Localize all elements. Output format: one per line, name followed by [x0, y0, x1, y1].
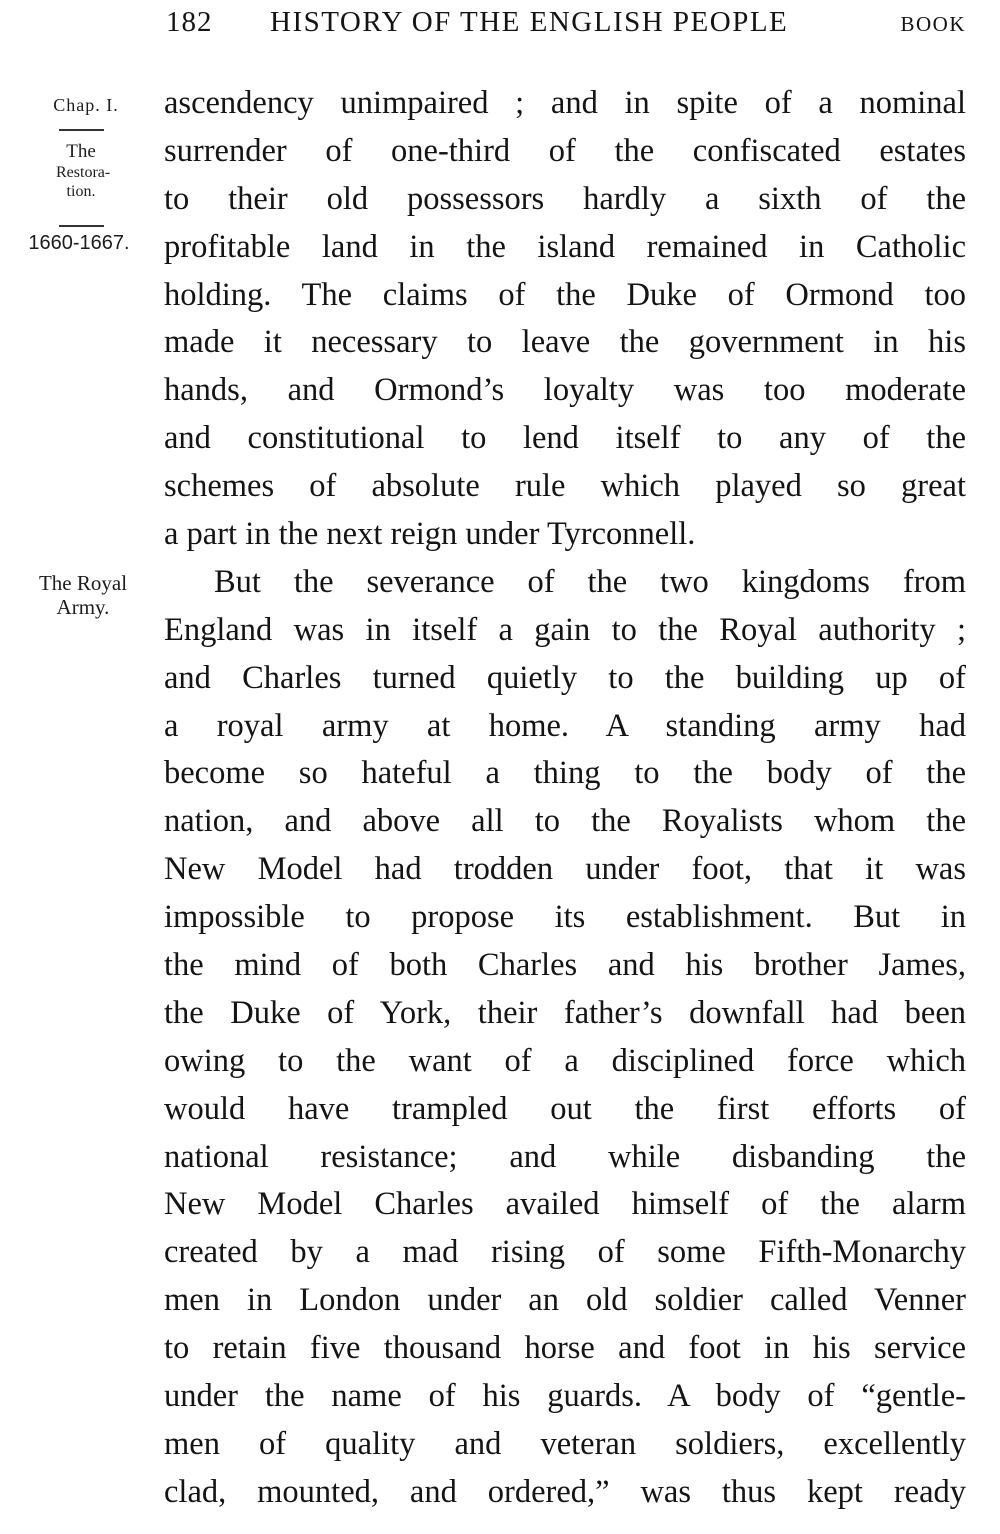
text-line: England was in itself a gain to the Royal authority ;	[164, 611, 966, 648]
text-line: owing to the want of a disciplined force which	[164, 1042, 966, 1079]
book-label: BOOK	[900, 12, 966, 36]
text-line: But the severance of the two kingdoms from	[214, 563, 966, 600]
text-line: the Duke of York, their father’s downfall had been	[164, 994, 966, 1031]
margin-section-line1: The	[66, 141, 96, 162]
text-line: schemes of absolute rule which played so great	[164, 468, 966, 505]
text-line: hands, and Ormond’s loyalty was too moderate	[164, 372, 966, 409]
text-line: nation, and above all to the Royalists whom the	[164, 803, 966, 840]
text-line: clad, mounted, and ordered,” was thus kept ready	[164, 1473, 966, 1510]
text-line: to their old possessors hardly a sixth of the	[164, 180, 966, 217]
text-line: and Charles turned quietly to the building up of	[164, 659, 966, 696]
text-line: national resistance; and while disbanding the	[164, 1138, 966, 1175]
page-number: 182	[166, 6, 213, 38]
text-line: a royal army at home. A standing army had	[164, 707, 966, 744]
text-line: would have trampled out the first efforts of	[164, 1090, 966, 1127]
text-line: New Model Charles availed himself of the alarm	[164, 1186, 966, 1223]
text-line: ascendency unimpaired ; and in spite of a nominal	[164, 85, 966, 121]
text-line: holding. The claims of the Duke of Ormond too	[164, 276, 966, 313]
text-line: under the name of his guards. A body of “gentle-	[164, 1378, 966, 1415]
margin-section-line3: tion.	[66, 183, 96, 200]
margin-topic-note	[22, 571, 144, 619]
text-line: become so hateful a thing to the body of the	[164, 755, 966, 792]
margin-chapter-note: Chap. I.	[53, 95, 119, 115]
margin-topic-line1: The Royal	[38, 571, 128, 595]
margin-date-range: 1660-1667.	[28, 232, 130, 254]
text-line: to retain five thousand horse and foot in his service	[164, 1330, 966, 1367]
margin-rule-top	[59, 129, 104, 131]
text-line: a part in the next reign under Tyrconnell.	[164, 516, 696, 553]
margin-topic-line2: Army.	[56, 595, 110, 619]
running-header	[166, 6, 966, 46]
margin-rule-bottom	[59, 225, 104, 227]
text-line: created by a mad rising of some Fifth-Monarchy	[164, 1234, 966, 1271]
text-line: and constitutional to lend itself to any of the	[164, 420, 966, 457]
running-title: HISTORY OF THE ENGLISH PEOPLE	[270, 6, 789, 38]
margin-section-line2: Restora-	[56, 164, 111, 181]
margin-section-note	[56, 141, 111, 201]
text-line: surrender of one-third of the confiscated estates	[164, 132, 966, 169]
text-line: men in London under an old soldier called Venner	[164, 1282, 966, 1319]
text-line: men of quality and veteran soldiers, excellently	[164, 1425, 966, 1462]
text-line: New Model had trodden under foot, that it was	[164, 851, 966, 888]
text-line: made it necessary to leave the government in his	[164, 324, 966, 361]
text-line: the mind of both Charles and his brother James,	[164, 947, 966, 984]
text-line: profitable land in the island remained in Catholic	[164, 228, 966, 265]
text-line: impossible to propose its establishment. But in	[164, 899, 966, 936]
body-text	[164, 80, 966, 1517]
